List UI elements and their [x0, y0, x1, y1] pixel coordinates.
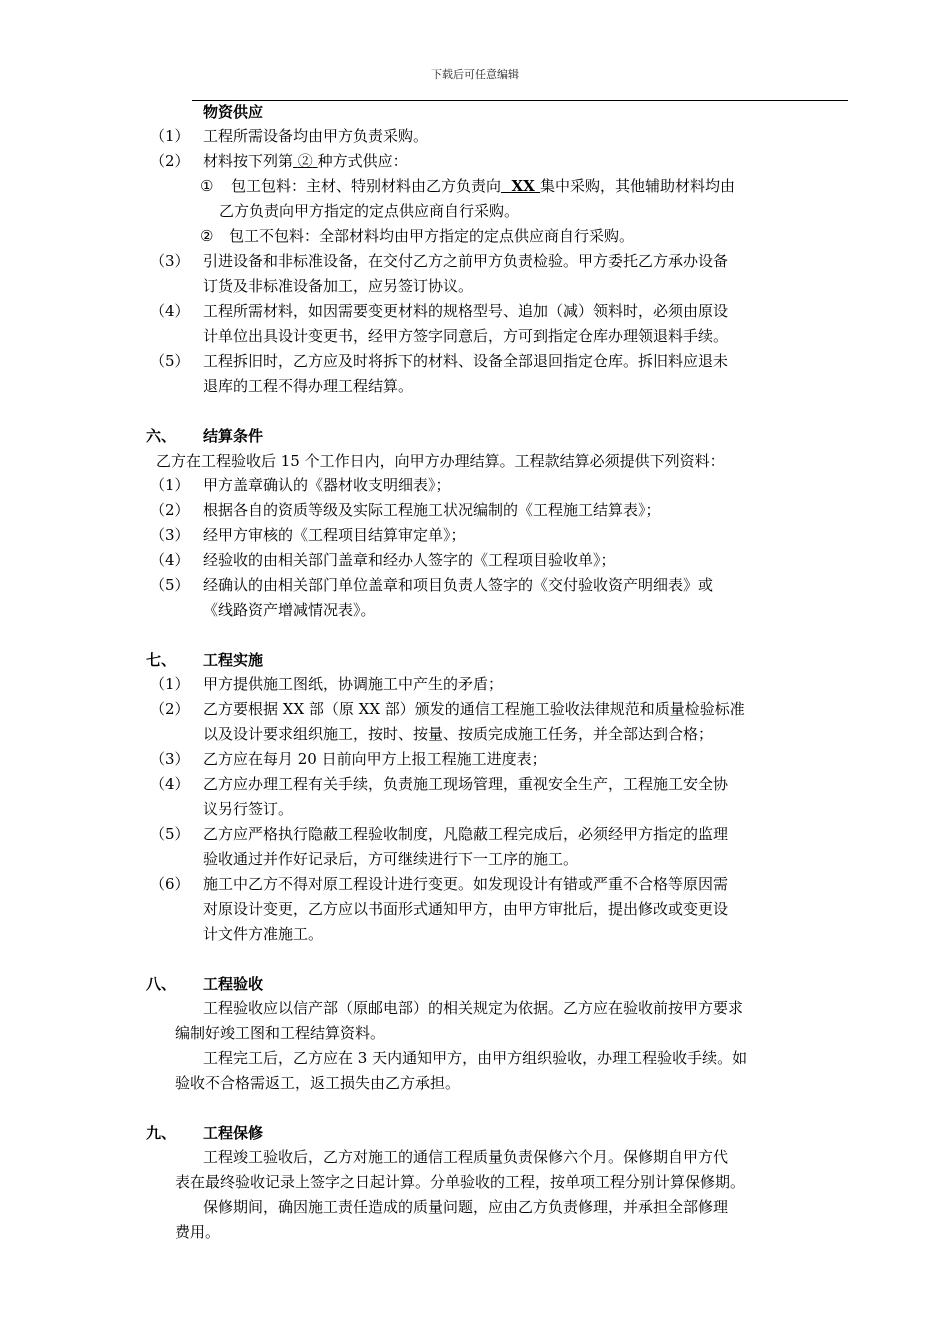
item-text: 经确认的由相关部门单位盖章和项目负责人签字的《交付验收资产明细表》或 — [203, 576, 714, 594]
option-marker: ① — [200, 177, 214, 195]
paragraph: 编制好竣工图和工程结算资料。 — [175, 1024, 386, 1042]
option-text: 包工不包料：全部材料均由甲方指定的定点供应商自行采购。 — [229, 227, 635, 245]
item-text-post: 种方式供应： — [317, 152, 408, 170]
item-text-pre: 材料按下列第 — [203, 152, 294, 170]
paragraph: 表在最终验收记录上签字之日起计算。分单验收的工程，按单项工程分别计算保修期。 — [175, 1173, 746, 1191]
page-header: 下载后可任意编辑 — [431, 68, 519, 81]
item-text: 对原设计变更，乙方应以书面形式通知甲方，由甲方审批后，提出修改或变更设 — [203, 900, 729, 918]
item-number: （6） — [150, 875, 190, 893]
item-text: 退库的工程不得办理工程结算。 — [203, 377, 414, 395]
item-text: 议另行签订。 — [203, 800, 294, 818]
item-text: 乙方应在每月 20 日前向甲方上报工程施工进度表； — [203, 750, 547, 768]
item-number: （1） — [150, 127, 190, 145]
section-title: 工程实施 — [203, 651, 264, 669]
item-text: 验收通过并作好记录后，方可继续进行下一工序的施工。 — [203, 850, 579, 868]
item-text: 乙方应办理工程有关手续，负责施工现场管理，重视安全生产，工程施工安全协 — [203, 775, 729, 793]
xx-placeholder: XX — [511, 177, 535, 195]
item-text: 《线路资产增减情况表》。 — [203, 601, 376, 619]
item-text: 乙方要根据 XX 部（原 XX 部）颁发的通信工程施工验收法律规范和质量检验标准 — [203, 700, 745, 718]
item-text: 计文件方准施工。 — [203, 925, 324, 943]
section-number: 六、 — [146, 427, 177, 445]
item-number: （5） — [150, 825, 190, 843]
header-rule — [192, 100, 848, 101]
section-title: 工程验收 — [203, 975, 264, 993]
section-number: 九、 — [146, 1124, 177, 1142]
paragraph: 工程完工后，乙方应在 3 天内通知甲方，由甲方组织验收，办理工程验收手续。如 — [203, 1049, 748, 1067]
item-text: 订货及非标准设备加工，应另签订协议。 — [203, 277, 474, 295]
paragraph: 保修期间，确因施工责任造成的质量问题，应由乙方负责修理，并承担全部修理 — [203, 1198, 729, 1216]
item-text: 乙方应严格执行隐蔽工程验收制度，凡隐蔽工程完成后，必须经甲方指定的监理 — [203, 825, 729, 843]
item-number: （4） — [150, 551, 190, 569]
item-number: （5） — [150, 576, 190, 594]
section-number: 八、 — [146, 975, 177, 993]
item-number: （1） — [150, 675, 190, 693]
item-number: （2） — [150, 700, 190, 718]
item-text: 施工中乙方不得对原工程设计进行变更。如发现设计有错或严重不合格等原因需 — [203, 875, 729, 893]
item-text: 甲方盖章确认的《器材收支明细表》； — [203, 476, 451, 494]
section-number: 七、 — [146, 651, 177, 669]
section-title: 结算条件 — [203, 427, 264, 445]
paragraph: 费用。 — [175, 1223, 221, 1241]
option-marker: ② — [200, 227, 214, 245]
item-text: 根据各自的资质等级及实际工程施工状况编制的《工程施工结算表》； — [203, 501, 661, 519]
item-number: （3） — [150, 252, 190, 270]
item-number: （1） — [150, 476, 190, 494]
option-text: 乙方负责向甲方指定的定点供应商自行采购。 — [219, 202, 520, 220]
item-number: （2） — [150, 501, 190, 519]
section-heading: 物资供应 — [203, 103, 264, 121]
item-number: （3） — [150, 526, 190, 544]
option-text: 包工包料：主材、特别材料由乙方负责向 XX 集中采购，其他辅助材料均由 — [231, 177, 735, 195]
item-text: 以及设计要求组织施工，按时、按量、按质完成施工任务，并全部达到合格； — [203, 725, 714, 743]
item-number: （2） — [150, 152, 190, 170]
item-text: 经验收的由相关部门盖章和经办人签字的《工程项目验收单》； — [203, 551, 616, 569]
item-text — [203, 151, 408, 171]
item-text: 工程所需设备均由甲方负责采购。 — [203, 127, 429, 145]
section-title: 工程保修 — [203, 1124, 264, 1142]
item-number: （4） — [150, 302, 190, 320]
paragraph: 乙方在工程验收后 15 个工作日内，向甲方办理结算。工程款结算必须提供下列资料： — [156, 452, 725, 470]
item-text: 甲方提供施工图纸，协调施工中产生的矛盾； — [203, 675, 504, 693]
paragraph: 工程竣工验收后，乙方对施工的通信工程质量负责保修六个月。保修期自甲方代 — [203, 1148, 729, 1166]
item-number: （3） — [150, 750, 190, 768]
item-text: 计单位出具设计变更书，经甲方签字同意后，方可到指定仓库办理领退料手续。 — [203, 327, 729, 345]
item-text: 工程拆旧时，乙方应及时将拆下的材料、设备全部退回指定仓库。拆旧料应退未 — [203, 352, 729, 370]
item-text: 工程所需材料，如因需要变更材料的规格型号、追加（减）领料时，必须由原设 — [203, 302, 729, 320]
item-number: （5） — [150, 352, 190, 370]
item-text: 经甲方审核的《工程项目结算审定单》； — [203, 526, 466, 544]
paragraph: 验收不合格需返工，返工损失由乙方承担。 — [175, 1074, 461, 1092]
paragraph: 工程验收应以信产部（原邮电部）的相关规定为依据。乙方应在验收前按甲方要求 — [203, 999, 744, 1017]
item-number: （4） — [150, 775, 190, 793]
item-text: 引进设备和非标准设备，在交付乙方之前甲方负责检验。甲方委托乙方承办设备 — [203, 252, 729, 270]
supply-mode-mark: ② — [297, 152, 313, 170]
